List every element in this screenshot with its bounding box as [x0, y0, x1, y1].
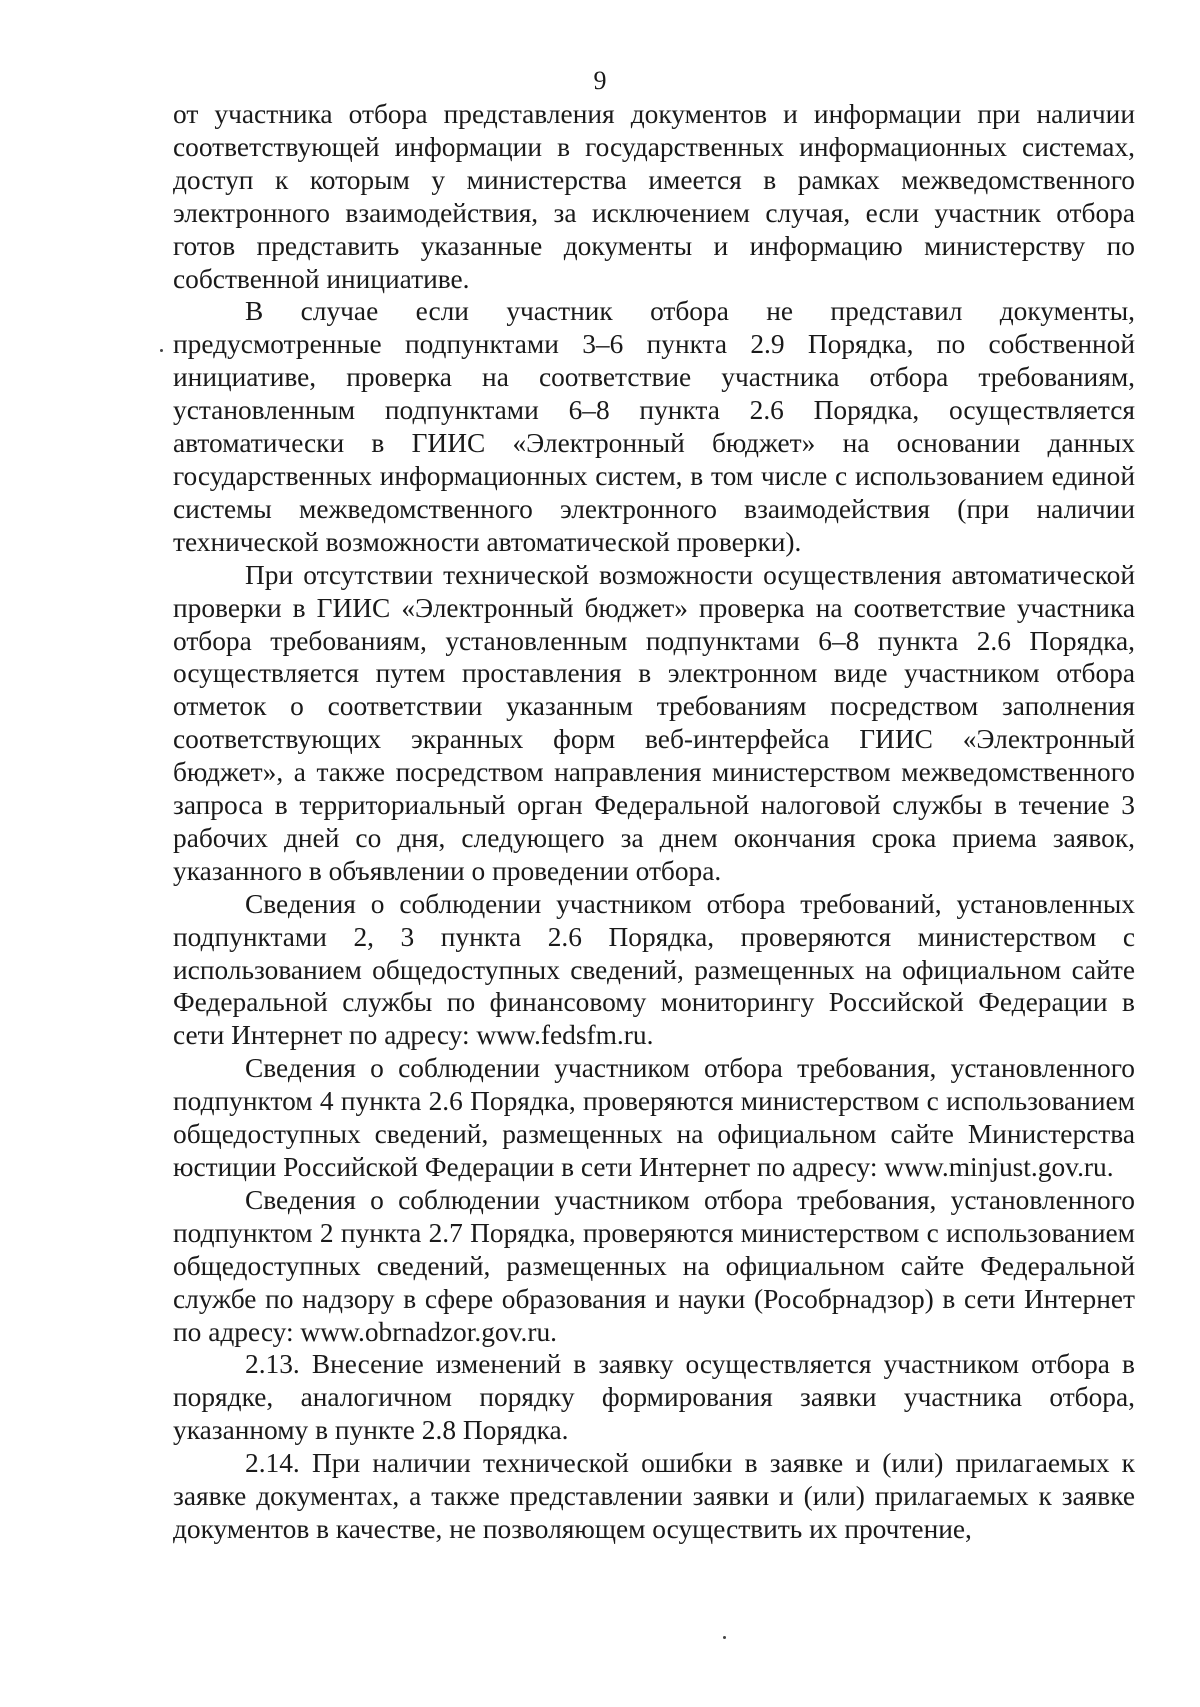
paragraph-fedsfm: Сведения о соблюдении участником отбора требований, установленных подпунктами 2, 3 пункта 2.6 Порядка, проверяются министерством с использованием общедоступных сведений, размещенных на официальном сайте Федеральной службы по финансовому мониторингу Российской Федерации в сети Интернет по адресу: www.fedsfm.ru. [173, 888, 1135, 1051]
scan-speck [723, 1636, 726, 1639]
paragraph-2-13: 2.13. Внесение изменений в заявку осуществляется участником отбора в порядке, аналогичном порядку формирования заявки участника отбора, указанному в пункте 2.8 Порядка. [173, 1349, 1135, 1446]
page-number: 9 [593, 66, 607, 95]
document-body [173, 98, 1135, 1546]
paragraph-continuation: от участника отбора представления документов и информации при наличии соответствующей информации в государственных информационных системах, доступ к которым у министерства имеется в рамках межведомственного электронного взаимодействия, за исключением случая, если участник отбора готов представить указанные документы и информацию министерству по собственной инициативе. [173, 99, 1135, 294]
scan-speck [160, 349, 163, 352]
paragraph-manual-check: При отсутствии технической возможности осуществления автоматической проверки в ГИИС «Электронный бюджет» проверка на соответствие участника отбора требованиям, установленным подпунктами 6–8 пункта 2.6 Порядка, осуществляется путем проставления в электронном виде участником отбора отметок о соответствии указанным требованиям посредством заполнения соответствующих экранных форм веб-интерфейса ГИИС «Электронный бюджет», а также посредством направления министерством межведомственного запроса в территориальный орган Федеральной налоговой службы в течение 3 рабочих дней со дня, следующего за днем окончания срока приема заявок, указанного в объявлении о проведении отбора. [173, 559, 1135, 886]
paragraph-minjust: Сведения о соблюдении участником отбора требования, установленного подпунктом 4 пункта 2.6 Порядка, проверяются министерством с использованием общедоступных сведений, размещенных на официальном сайте Министерства юстиции Российской Федерации в сети Интернет по адресу: www.minjust.gov.ru. [173, 1053, 1135, 1182]
paragraph-automatic-check: В случае если участник отбора не представил документы, предусмотренные подпунктами 3–6 пункта 2.9 Порядка, по собственной инициативе, проверка на соответствие участника отбора требованиям, установленным подпунктами 6–8 пункта 2.6 Порядка, осуществляется автоматически в ГИИС «Электронный бюджет» на основании данных государственных информационных систем, в том числе с использованием единой системы межведомственного электронного взаимодействия (при наличии технической возможности автоматической проверки). [173, 296, 1135, 557]
paragraph-obrnadzor: Сведения о соблюдении участником отбора требования, установленного подпунктом 2 пункта 2.7 Порядка, проверяются министерством с использованием общедоступных сведений, размещенных на официальном сайте Федеральной службе по надзору в сфере образования и науки (Рособрнадзор) в сети Интернет по адресу: www.obrnadzor.gov.ru. [173, 1184, 1135, 1347]
paragraph-2-14: 2.14. При наличии технической ошибки в заявке и (или) прилагаемых к заявке документах, а также представлении заявки и (или) прилагаемых к заявке документов в качестве, не позволяющем осуществить их прочтение, [173, 1448, 1135, 1544]
